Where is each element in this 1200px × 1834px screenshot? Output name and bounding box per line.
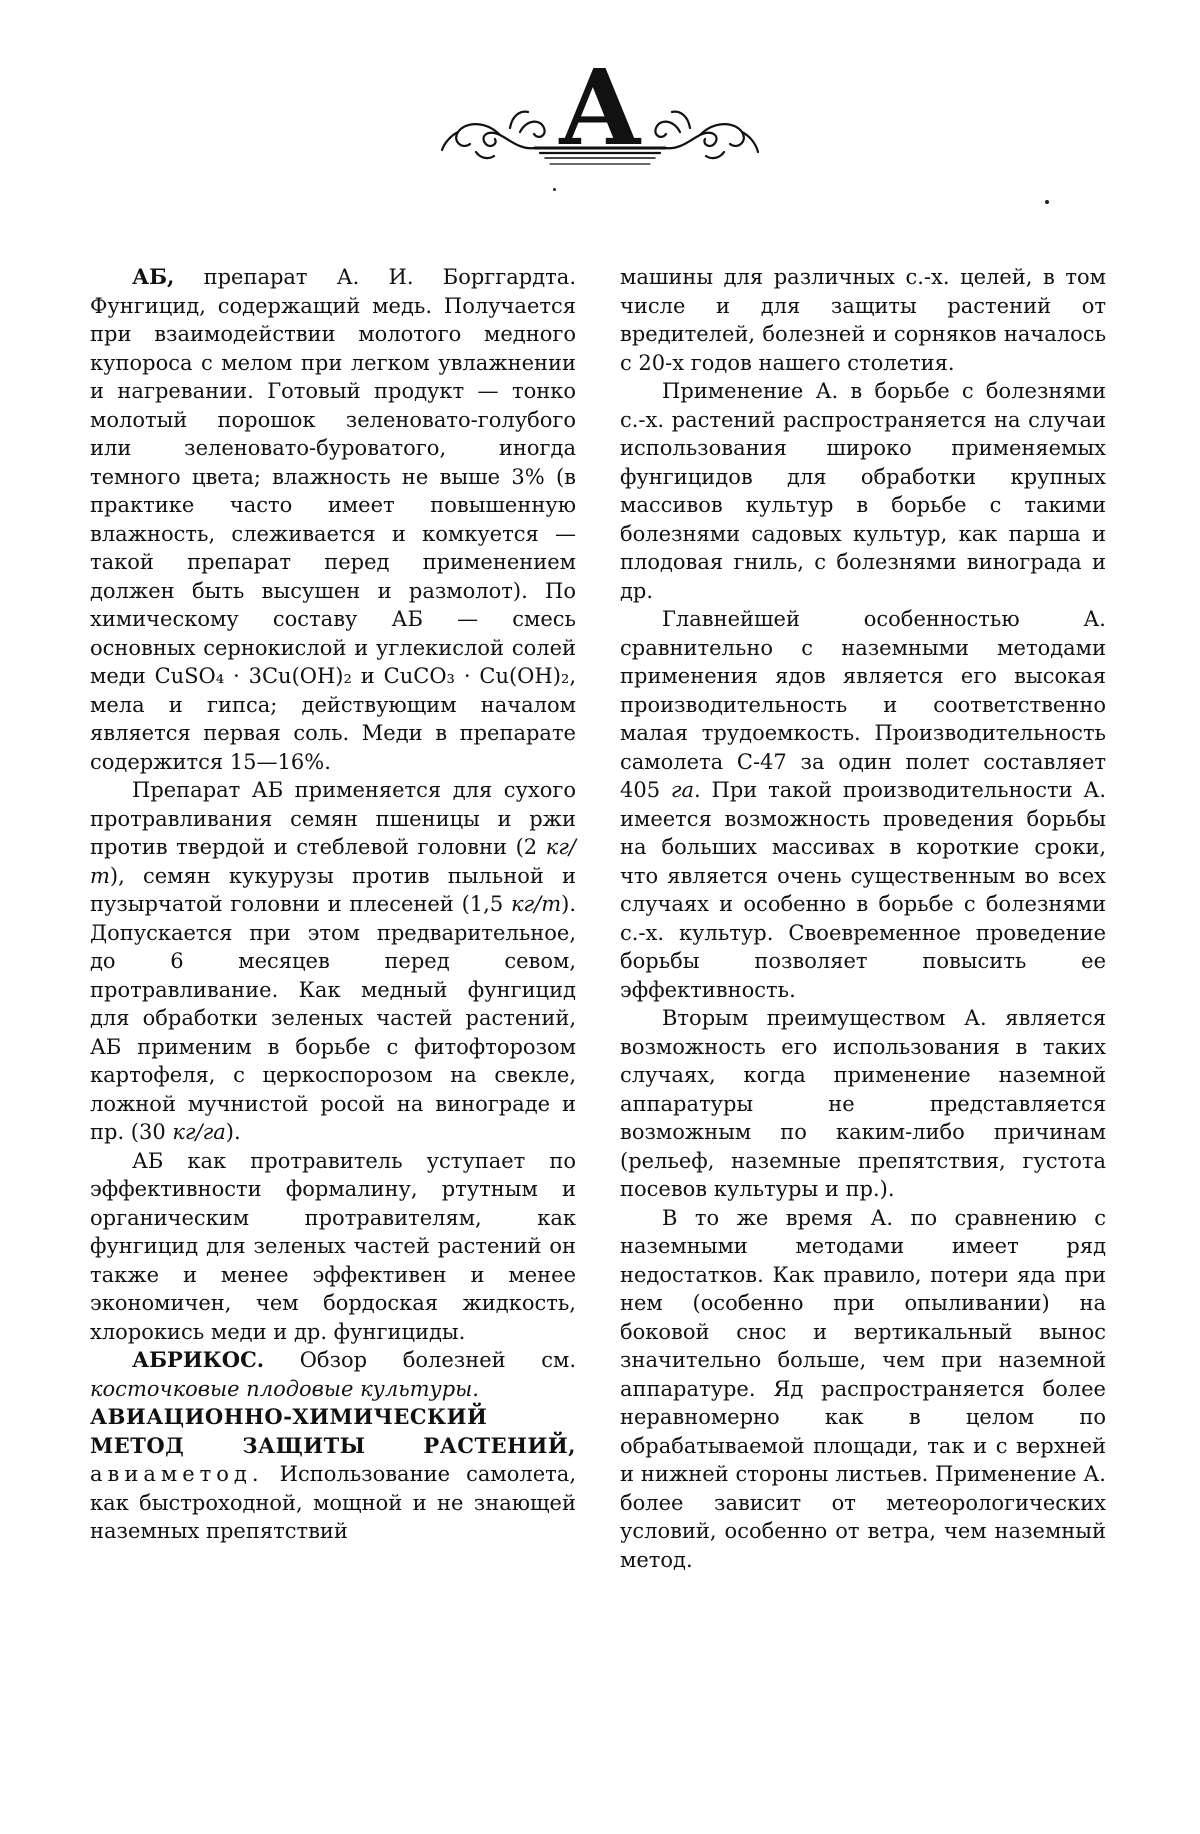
text-run: ), семян кукурузы против пыльной и пузырчатой головни и плесеней (1,5 [90,863,576,916]
entry-text: Обзор болезней см. [264,1348,576,1372]
entry-term: АБ, [132,264,175,289]
entry-ab-definition [90,263,576,776]
text-run: Препарат АБ применяется для сухого протравливания семян пшеницы и ржи против твердой и стеблевой головни (2 [90,778,576,859]
paragraph-main-feature [620,605,1106,1004]
speck [553,188,556,191]
entry-text: препарат А. И. Борггардта. Фунгицид, содержащий медь. Получается при взаимодействии молотого медного купороса с мелом при легком увлажнении и нагревании. Готовый продукт — тонко молотый порошок зеленовато-голубого или зеленовато-буроватого, иногда темного цвета; влажность не выше 3% (в практике часто имеет повышенную влажность, слеживается и комкуется — такой препарат перед применением должен быть высушен и размолот). По химическому составу АБ — смесь основных сернокислой и углекислой солей меди CuSO₄ · 3Cu(OH)₂ и CuCO₃ · Cu(OH)₂, мела и гипса; действующим началом является первая соль. Меди в препарате содержится 15—16%. [90,265,576,774]
left-column [90,263,576,1546]
unit: кг/т [510,892,562,916]
header-letter: А [557,46,643,169]
unit: га [670,778,695,802]
text-run: . При такой производительности А. имеется возможность проведения борьбы на больших массивах в короткие сроки, что является очень существенным во всех случаях и особенно в борьбе с болезнями с.-х. культур. Своевременное проведение борьбы позволяет повысить ее эффективность. [620,778,1106,1002]
header-ornament [440,40,760,190]
text-run: ). Допускается при этом предварительное, до 6 месяцев перед севом, протравливание. Как медный фунгицид для обработки зеленых частей растений, АБ применим в борьбе с фитофторозом картофеля, с церкоспорозом на свекле, ложной мучнистой росой на винограде и пр. (30 [90,892,576,1144]
entry-ab-usage [90,776,576,1147]
entry-text: Использование самолета, как быстроходной, мощной и не знающей наземных препятствий [90,1462,576,1543]
right-column [620,263,1106,1574]
entry-heading-line2: МЕТОД ЗАЩИТЫ РАСТЕНИЙ, [90,1432,576,1458]
paragraph-disadvantages: В то же время А. по сравнению с наземными методами имеет ряд недостатков. Как правило, потери яда при нем (особенно при опыливании) на боковой снос и вертикальный вынос значительно больше, чем при наземной аппаратуре. Яд распространяется более неравномерно как в целом по обрабатываемой площади, так и с верхней и нижней стороны листьев. Применение А. более зависит от метеорологических условий, особенно от ветра, чем наземный метод. [620,1205,1106,1572]
entry-aviation-intro [90,1460,576,1546]
text-run: ). [225,1120,241,1144]
cross-reference: косточковые плодовые культуры. [90,1376,479,1401]
paragraph-second-advantage: Вторым преимуществом А. является возможность его использования в таких случаях, когда применение наземной аппаратуры не представляется возможным по каким-либо причинам (рельеф, наземные препятствия, густота посевов культуры и пр.). [620,1006,1106,1201]
paragraph-application: Применение А. в борьбе с болезнями с.-х. растений распространяется на случаи использования широко применяемых фунгицидов для обработки крупных массивов культур в борьбе с такими болезнями садовых культур, как парша и плодовая гниль, с болезнями винограда и др. [620,379,1106,603]
unit: кг/га [172,1120,226,1144]
entry-term: АБРИКОС. [132,1347,265,1372]
entry-heading-line1: АВИАЦИОННО-ХИМИЧЕСКИЙ [90,1404,488,1429]
unit: кг/т [90,835,576,888]
speck [1045,200,1049,204]
entry-abrikos [90,1346,576,1403]
paragraph-continuation: машины для различных с.-х. целей, в том числе и для защиты растений от вредителей, болезней и сорняков началось с 20-х годов нашего столетия. [620,265,1106,375]
text-run: Главнейшей особенностью А. сравнительно с наземными методами применения ядов является его высокая производительность и соответственно малая трудоемкость. Производительность самолета С-47 за один полет составляет 405 [620,607,1106,802]
entry-ab-comparison: АБ как протравитель уступает по эффективности формалину, ртутным и органическим протравителям, как фунгицид для зеленых частей растений он также и менее эффективен и менее экономичен, чем бордоская жидкость, хлорокись меди и др. фунгициды. [90,1148,576,1344]
spaced-term: авиаметод. [90,1462,264,1486]
